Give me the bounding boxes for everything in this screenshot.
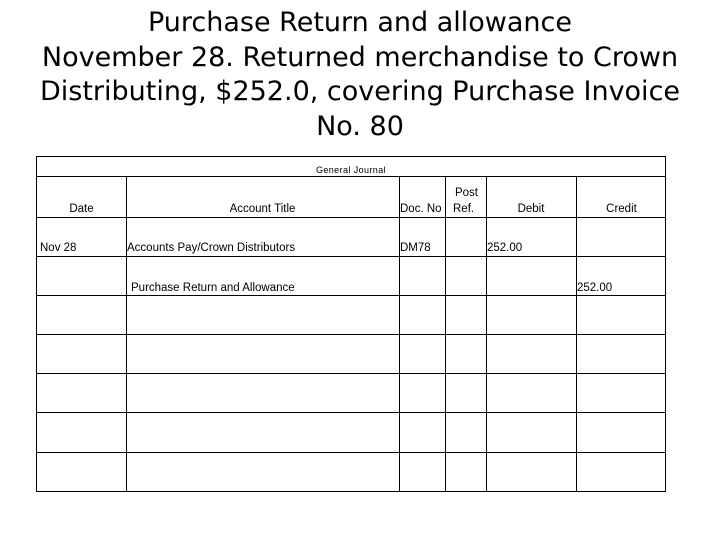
row-divider [37,176,665,177]
header-post-ref-line2: Ref. [453,203,475,215]
header-account-title: Account Title [229,203,296,215]
title-line: Distributing, $252.0, covering Purchase Invoice [39,76,681,107]
general-journal [36,156,666,492]
row-divider [37,412,665,413]
row-divider [37,295,665,296]
row-1-date: Nov 28 [40,242,77,254]
row-divider [37,334,665,335]
title-line: Purchase Return and allowance [147,7,572,38]
title-line: No. 80 [316,110,404,142]
column-divider [576,176,577,492]
title-line: November 28. Returned merchandise to Crown [41,41,679,73]
header-post-ref-line1: Post [454,187,478,199]
row-divider [37,452,665,453]
row-divider [37,217,665,218]
row-2-credit: 252.00 [577,282,613,294]
row-2-account-title: Purchase Return and Allowance [131,282,295,294]
row-1-debit: 252.00 [487,242,523,254]
journal-title: General Journal [315,165,387,175]
column-divider [486,176,487,492]
column-divider [126,176,127,492]
header-date: Date [69,203,94,215]
row-divider [37,373,665,374]
header-doc-no: Doc. No [400,203,442,215]
header-credit: Credit [606,203,637,215]
header-debit: Debit [517,203,545,215]
row-1-doc-no: DM78 [400,242,431,254]
row-divider [37,256,665,257]
column-divider [445,176,446,492]
slide-title [10,6,710,144]
row-1-account-title: Accounts Pay/Crown Distributors [127,242,296,254]
column-divider [399,176,400,492]
